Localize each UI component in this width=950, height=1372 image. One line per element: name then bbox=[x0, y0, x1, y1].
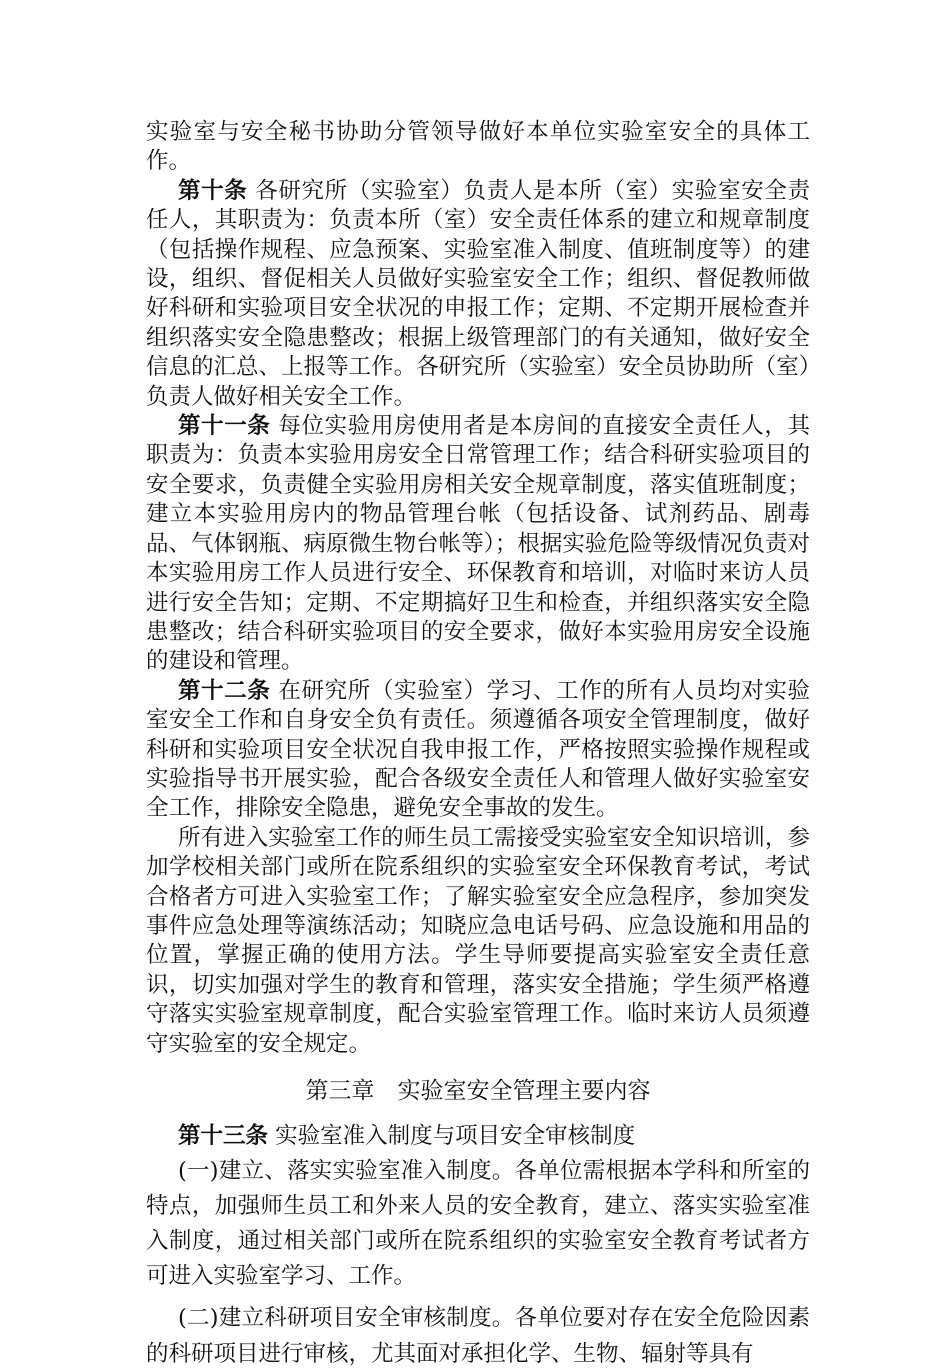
article-13 bbox=[146, 1119, 810, 1154]
article-11-heading: 第十一条 bbox=[178, 413, 271, 440]
chapter-3-title: 第三章 实验室安全管理主要内容 bbox=[305, 1078, 651, 1104]
paragraph-all-personnel: 所有进入实验室工作的师生员工需接受实验室安全知识培训，参加学校相关部门或所在院系组织的实验室安全环保教育考试，考试合格者方可进入实验室工作；了解实验室安全应急程序，参加突发事件应急处理等演练活动；知晓应急电话号码、应急设施和用品的位置，掌握正确的使用方法。学生导师要提高实验室安全责任意识，切实加强对学生的教育和管理，落实安全措施；学生须严格遵守落实实验室规章制度，配合实验室管理工作。临时来访人员须遵守实验室的安全规定。 bbox=[146, 824, 810, 1057]
article-13-heading: 第十三条 bbox=[178, 1123, 269, 1149]
article-10-body: 各研究所（实验室）负责人是本所（室）实验室安全责任人，其职责为：负责本所（室）安全责任体系的建立和规章制度（包括操作规程、应急预案、实验室准入制度、值班制度等）的建设，组织、督促相关人员做好实验室安全工作；组织、督促教师做好科研和实验项目安全状况的申报工作；定期、不定期开展检查并组织落实安全隐患整改；根据上级管理部门的有关通知，做好安全信息的汇总、上报等工作。各研究所（实验室）安全员协助所（室）负责人做好相关安全工作。 bbox=[146, 177, 810, 410]
article-12 bbox=[146, 677, 810, 824]
article-13-item-1: (一)建立、落实实验室准入制度。各单位需根据本学科和所室的特点，加强师生员工和外来人员的安全教育，建立、落实实验室准入制度，通过相关部门或所在院系组织的实验室安全教育考试者方可进入实验室学习、工作。 bbox=[146, 1158, 810, 1289]
article-11-body: 每位实验用房使用者是本房间的直接安全责任人，其职责为：负责本实验用房安全日常管理工作；结合科研实验项目的安全要求，负责健全实验用房相关安全规章制度，落实值班制度；建立本实验用房内的物品管理台帐（包括设备、试剂药品、剧毒品、气体钢瓶、病原微生物台帐等）；根据实验危险等级情况负责对本实验用房工作人员进行安全、环保教育和培训，对临时来访人员进行安全告知；定期、不定期搞好卫生和检查，并组织落实安全隐患整改；结合科研实验项目的安全要求，做好本实验用房安全设施的建设和管理。 bbox=[146, 413, 810, 675]
article-10-heading: 第十条 bbox=[178, 177, 248, 204]
article-12-body: 在研究所（实验室）学习、工作的所有人员均对实验室安全工作和自身安全负有责任。须遵循各项安全管理制度，做好科研和实验项目安全状况自我申报工作，严格按照实验操作规程或实验指导书开展实验，配合各级安全责任人和管理人做好实验室安全工作，排除安全隐患，避免安全事故的发生。 bbox=[146, 677, 810, 822]
article-13-body: 实验室准入制度与项目安全审核制度 bbox=[268, 1123, 636, 1149]
article-13-item-2: (二)建立科研项目安全审核制度。各单位要对存在安全危险因素的科研项目进行审核，尤其面对承担化学、生物、辐射等具有 bbox=[146, 1305, 810, 1367]
article-12-heading: 第十二条 bbox=[178, 677, 271, 704]
article-11 bbox=[146, 412, 810, 677]
paragraph-intro: 实验室与安全秘书协助分管领导做好本单位实验室安全的具体工作。 bbox=[146, 119, 810, 175]
article-10 bbox=[146, 177, 810, 412]
